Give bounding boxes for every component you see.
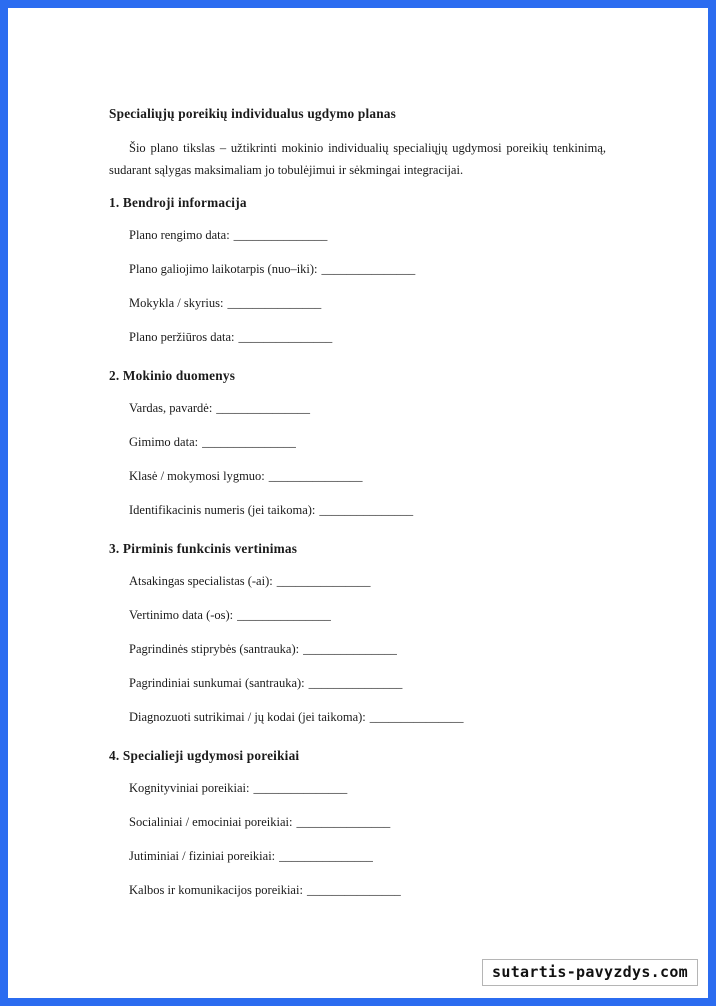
field-blank: _______________ <box>202 435 296 449</box>
section-general-info <box>109 194 606 354</box>
field-main-difficulties <box>129 666 606 700</box>
field-plan-validity-period <box>129 252 606 286</box>
watermark-label: sutartis-pavyzdys.com <box>482 959 698 986</box>
field-label: Klasė / mokymosi lygmuo: <box>129 469 265 483</box>
field-blank: _______________ <box>227 296 322 310</box>
field-school-department <box>129 286 606 320</box>
field-label: Plano peržiūros data: <box>129 330 235 344</box>
section-student-data <box>109 367 606 527</box>
field-sensory-physical-needs <box>129 839 606 873</box>
field-blank: _______________ <box>319 503 414 517</box>
document-content <box>109 105 606 907</box>
intro-paragraph: Šio plano tikslas – užtikrinti mokinio individualių specialiųjų ugdymosi poreikių tenkinimą, sudarant sąlygas maksimaliam jo tobulėjimui ir sėkmingai integracijai. <box>109 141 606 177</box>
field-blank: _______________ <box>321 262 416 276</box>
section-heading: 4. Specialieji ugdymosi poreikiai <box>109 748 300 763</box>
field-blank: _______________ <box>216 401 311 415</box>
field-label: Jutiminiai / fiziniai poreikiai: <box>129 849 276 863</box>
document-page <box>8 8 708 998</box>
section-special-needs <box>109 747 606 907</box>
field-label: Plano galiojimo laikotarpis (nuo–iki): <box>129 262 318 276</box>
field-identification-number <box>129 493 606 527</box>
field-blank: _______________ <box>296 815 391 829</box>
field-label: Socialiniai / emociniai poreikiai: <box>129 815 293 829</box>
field-blank: _______________ <box>306 883 401 897</box>
field-full-name <box>129 391 606 425</box>
field-plan-review-date <box>129 320 606 354</box>
field-label: Atsakingas specialistas (-ai): <box>129 574 273 588</box>
field-plan-preparation-date <box>129 218 606 252</box>
field-blank: _______________ <box>238 330 333 344</box>
field-blank: _______________ <box>233 228 328 242</box>
field-label: Kognityviniai poreikiai: <box>129 781 250 795</box>
field-social-emotional-needs <box>129 805 606 839</box>
field-label: Kalbos ir komunikacijos poreikiai: <box>129 883 303 897</box>
section-heading: 1. Bendroji informacija <box>109 195 247 210</box>
field-label: Vardas, pavardė: <box>129 401 213 415</box>
field-responsible-specialist <box>129 564 606 598</box>
field-label: Gimimo data: <box>129 435 199 449</box>
field-blank: _______________ <box>369 710 464 724</box>
field-blank: _______________ <box>237 608 331 622</box>
field-blank: _______________ <box>253 781 348 795</box>
document-title: Specialiųjų poreikių individualus ugdymo planas <box>109 106 397 121</box>
field-label: Identifikacinis numeris (jei taikoma): <box>129 503 316 517</box>
section-heading: 3. Pirminis funkcinis vertinimas <box>109 541 298 556</box>
field-blank: _______________ <box>268 469 363 483</box>
field-class-level <box>129 459 606 493</box>
field-blank: _______________ <box>279 849 373 863</box>
field-diagnosed-disorders <box>129 700 606 734</box>
field-label: Plano rengimo data: <box>129 228 230 242</box>
field-language-communication-needs <box>129 873 606 907</box>
field-blank: _______________ <box>303 642 397 656</box>
field-blank: _______________ <box>308 676 403 690</box>
field-blank: _______________ <box>276 574 371 588</box>
field-label: Mokykla / skyrius: <box>129 296 224 310</box>
field-assessment-date <box>129 598 606 632</box>
field-cognitive-needs <box>129 771 606 805</box>
field-main-strengths <box>129 632 606 666</box>
field-label: Pagrindinės stiprybės (santrauka): <box>129 642 300 656</box>
section-heading: 2. Mokinio duomenys <box>109 368 236 383</box>
field-label: Pagrindiniai sunkumai (santrauka): <box>129 676 305 690</box>
section-functional-assessment <box>109 540 606 734</box>
field-label: Diagnozuoti sutrikimai / jų kodai (jei taikoma): <box>129 710 366 724</box>
field-birth-date <box>129 425 606 459</box>
field-label: Vertinimo data (-os): <box>129 608 234 622</box>
